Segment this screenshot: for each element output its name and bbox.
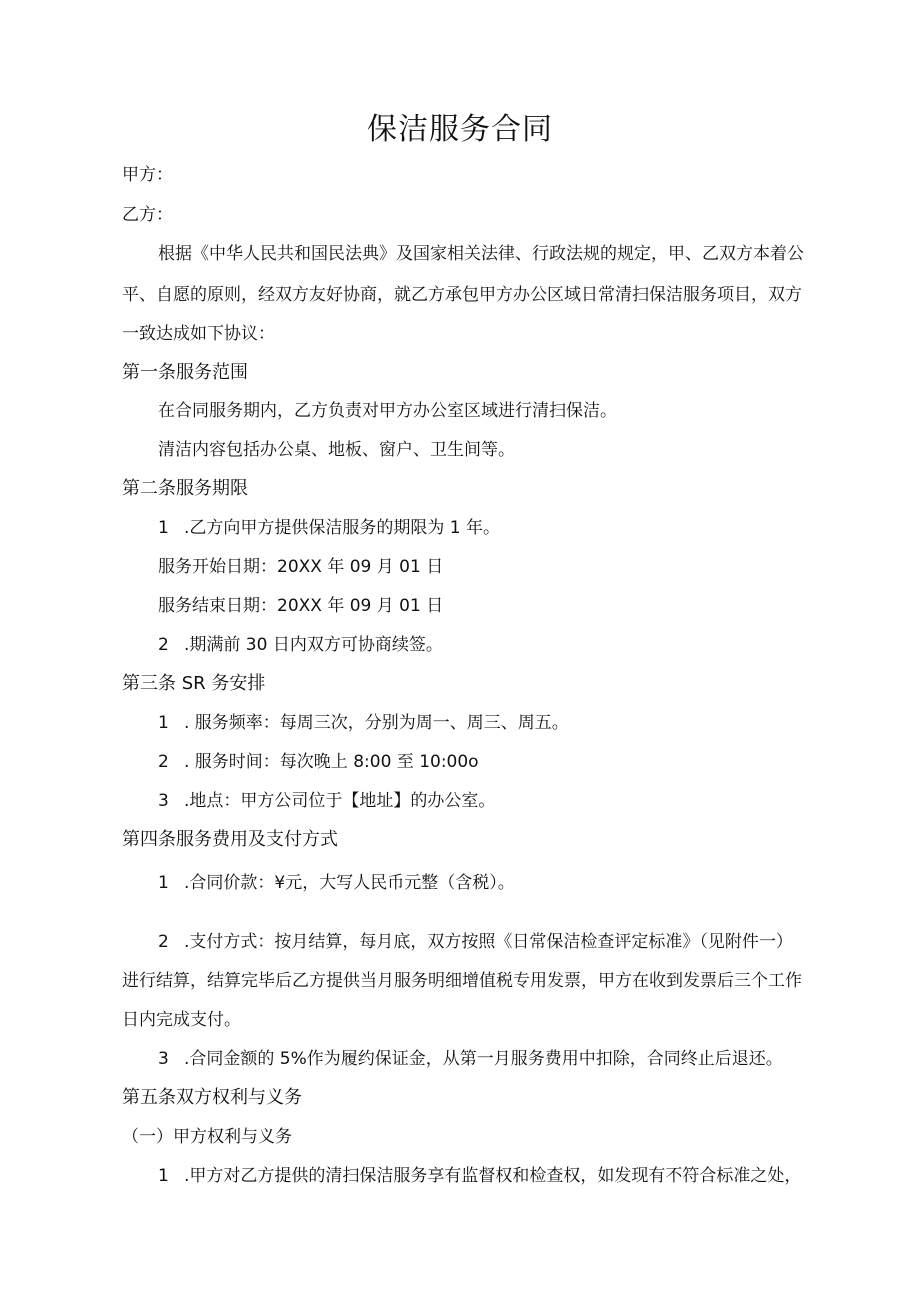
item-text: . 服务时间：每次晚上 8:00 至 10:00o — [184, 752, 479, 772]
article-1-heading: 第一条服务范围 — [122, 362, 248, 383]
item-number: 2 — [158, 752, 169, 772]
article-4-item-2-line-3: 日内完成支付。 — [122, 1010, 241, 1030]
item-text: .期满前 30 日内双方可协商续签。 — [184, 635, 443, 655]
article-4-heading: 第四条服务费用及支付方式 — [122, 829, 338, 850]
document-title: 保洁服务合同 — [367, 112, 553, 147]
preamble-line-1: 根据《中华人民共和国民法典》及国家相关法律、行政法规的规定，甲、乙双方本着公 — [158, 244, 804, 264]
article-5-item-1 — [158, 1164, 801, 1188]
party-a-label: 甲方： — [122, 165, 173, 185]
article-3-heading: 第三条 SR 务安排 — [122, 673, 266, 694]
article-4-item-3 — [158, 1047, 783, 1071]
service-start-date: 服务开始日期：20XX 年 09 月 01 日 — [158, 557, 444, 577]
item-number: 3 — [158, 1049, 169, 1069]
item-number: 1 — [158, 518, 169, 538]
article-1-line-1: 在合同服务期内，乙方负责对甲方办公室区域进行清扫保洁。 — [158, 401, 617, 421]
item-text: . 服务频率：每周三次，分别为周一、周三、周五。 — [184, 713, 569, 733]
article-4-item-1 — [158, 871, 515, 895]
preamble-line-2: 平、自愿的原则，经双方友好协商，就乙方承包甲方办公区域日常清扫保洁服务项目，双方 — [122, 285, 802, 305]
article-1-line-2: 清洁内容包括办公桌、地板、窗户、卫生间等。 — [158, 440, 515, 460]
article-2-heading: 第二条服务期限 — [122, 478, 248, 499]
item-text: .支付方式：按月结算，每月底，双方按照《日常保洁检查评定标准》（见附件一） — [184, 932, 793, 952]
item-number: 2 — [158, 635, 169, 655]
preamble-line-3: 一致达成如下协议： — [122, 324, 275, 344]
article-4-item-2-line-1 — [158, 930, 802, 954]
article-5-heading: 第五条双方权利与义务 — [122, 1087, 302, 1108]
item-number: 2 — [158, 932, 169, 952]
article-2-item-1 — [158, 516, 500, 540]
item-text: .合同价款：¥元，大写人民币元整（含税）。 — [184, 873, 515, 893]
service-end-date: 服务结束日期：20XX 年 09 月 01 日 — [158, 596, 444, 616]
article-4-item-2-line-2: 进行结算，结算完毕后乙方提供当月服务明细增值税专用发票，甲方在收到发票后三个工作 — [122, 971, 802, 991]
article-5-subsection-1: （一）甲方权利与义务 — [122, 1127, 292, 1147]
item-text: .甲方对乙方提供的清扫保洁服务享有监督权和检查权，如发现有不符合标准之处， — [184, 1166, 802, 1186]
item-number: 1 — [158, 873, 169, 893]
party-b-label: 乙方： — [122, 205, 173, 225]
item-text: .地点：甲方公司位于【地址】的办公室。 — [184, 791, 496, 811]
item-number: 3 — [158, 791, 169, 811]
article-2-item-2 — [158, 633, 443, 657]
item-text: .乙方向甲方提供保洁服务的期限为 1 年。 — [184, 518, 501, 538]
article-3-item-1 — [158, 711, 569, 735]
item-text: .合同金额的 5%作为履约保证金，从第一月服务费用中扣除，合同终止后退还。 — [184, 1049, 783, 1069]
article-3-item-3 — [158, 789, 495, 813]
article-3-item-2 — [158, 750, 479, 774]
item-number: 1 — [158, 1166, 169, 1186]
item-number: 1 — [158, 713, 169, 733]
